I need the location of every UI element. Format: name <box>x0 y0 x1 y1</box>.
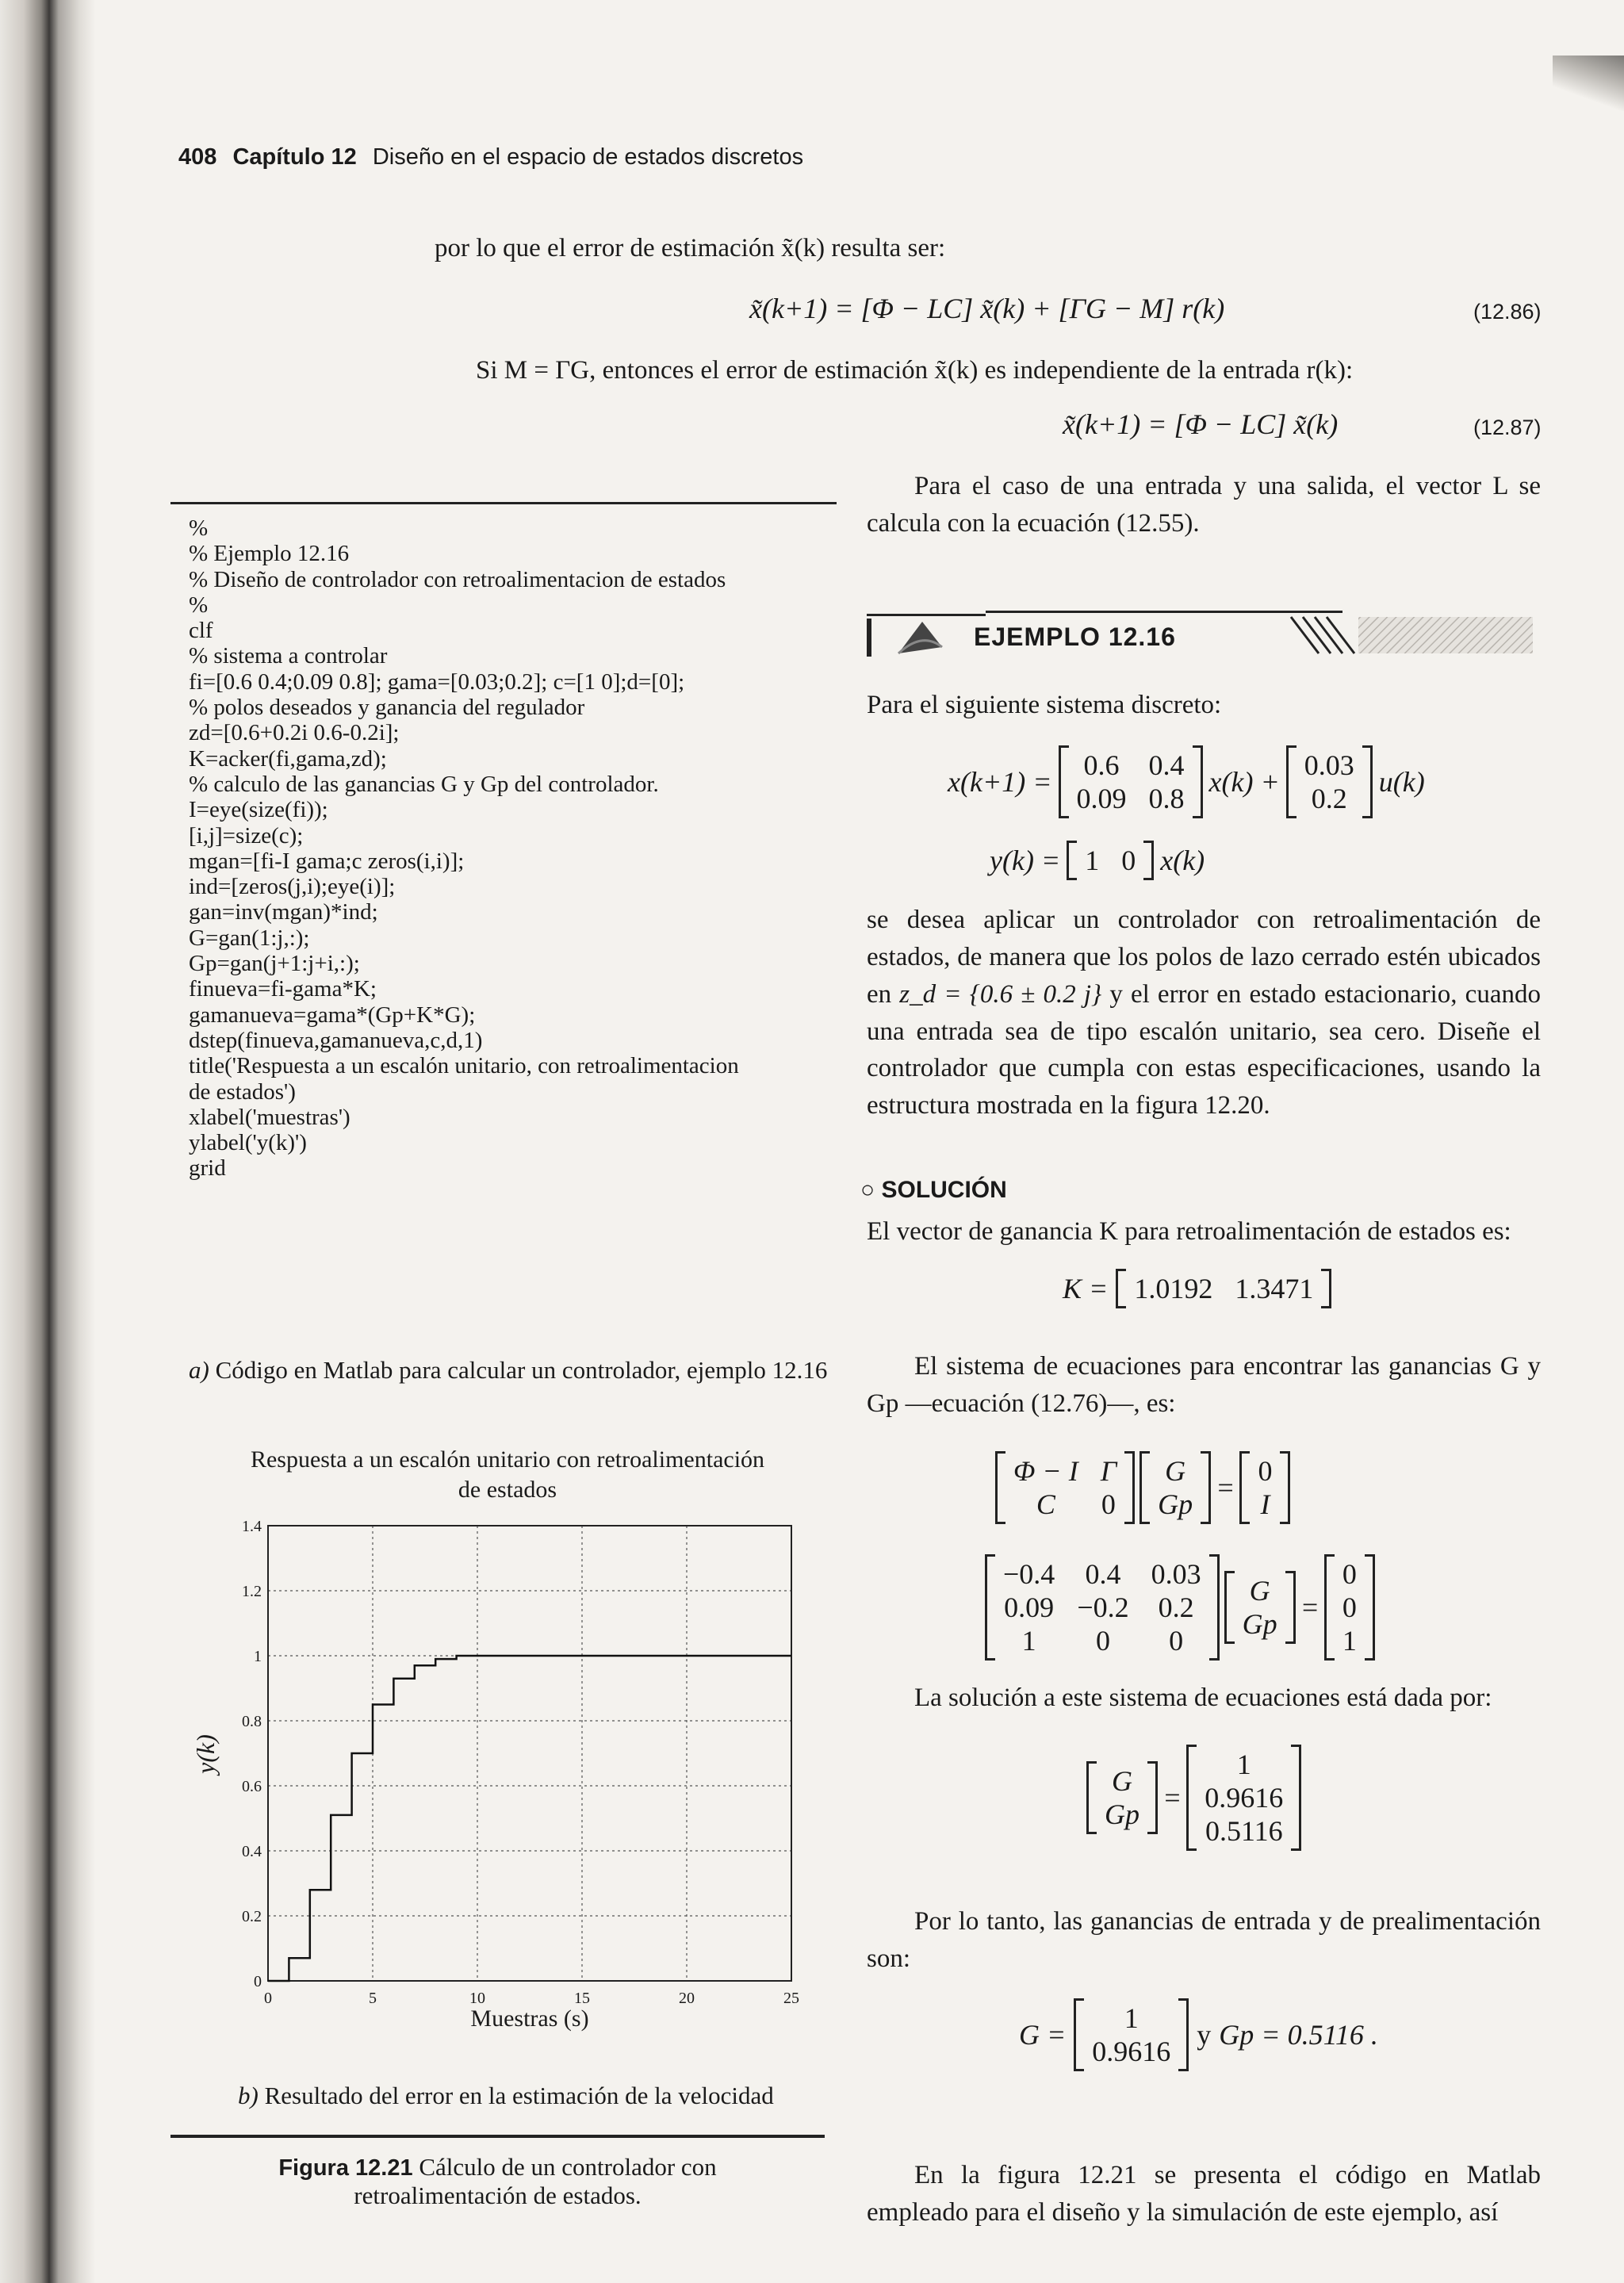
matrix-cell: 0.03 <box>1304 749 1354 781</box>
matrix-cell: 1 <box>1124 2002 1139 2034</box>
matrix-A <box>1059 745 1203 818</box>
code-line: fi=[0.6 0.4;0.09 0.8]; gama=[0.03;0.2]; c=[1 0];d=[0]; <box>189 668 685 695</box>
matrix-cell: 0 <box>1258 1455 1273 1487</box>
matrix-K <box>1116 1269 1331 1308</box>
example-title: EJEMPLO 12.16 <box>974 622 1176 651</box>
chapter-title: Diseño en el espacio de estados discretos <box>372 144 804 170</box>
equation-12-86: x̃(k+1) = [Φ − LC] x̃(k) + [ΓG − M] r(k) <box>749 293 1225 324</box>
numeric-matrix <box>985 1554 1220 1661</box>
code-line: % calculo de las ganancias G y Gp del controlador. <box>189 771 659 797</box>
matrix-cell: 0 <box>1095 1625 1110 1657</box>
step-response-chart <box>182 1443 817 2054</box>
code-line: dstep(finueva,gamanueva,c,d,1) <box>189 1027 483 1053</box>
state-equation: x(k+1) = 0.6 0.4 0.09 0.8 x(k) + 0.03 0.2 u(k) <box>948 745 1425 818</box>
y-axis-label: y(k) <box>191 1734 220 1774</box>
chart-title-line2: de estados <box>458 1477 557 1503</box>
matrix-G <box>1074 1998 1189 2071</box>
example-intro: Para el siguiente sistema discreto: <box>867 691 1222 719</box>
book-binding-edge <box>0 0 95 2283</box>
y-tick-label: 0.4 <box>242 1843 262 1860</box>
figure-label: Figura 12.21 <box>278 2155 413 2181</box>
running-header <box>178 144 803 170</box>
output-equation: y(k) = 1 0 x(k) <box>990 841 1205 880</box>
code-line: % Ejemplo 12.16 <box>189 541 350 567</box>
x-tick-label: 5 <box>369 1990 377 2007</box>
x-axis-label: Muestras (s) <box>470 2005 589 2032</box>
y-tick-label: 0 <box>254 1973 262 1990</box>
solution-vector <box>1086 1761 1158 1834</box>
code-line: gamanueva=gama*(Gp+K*G); <box>189 1002 476 1028</box>
chart-frame <box>268 1526 791 1981</box>
matrix-cell: Φ − I <box>1013 1455 1078 1487</box>
x-tick-label: 20 <box>679 1990 695 2007</box>
y-tick-labels <box>242 1518 262 1990</box>
matrix-cell: 1 <box>1021 1625 1036 1657</box>
example-banner <box>867 607 1533 658</box>
y-tick-label: 1.4 <box>242 1518 262 1535</box>
figure-top-rule <box>170 502 837 504</box>
code-line: clf <box>189 618 213 644</box>
matrix-cell: I <box>1260 1488 1270 1520</box>
closing-text: En la figura 12.21 se presenta el código en Matlab empleado para el diseño y la simulación de este ejemplo, así <box>867 2161 1541 2227</box>
matrix-cell: −0.4 <box>1003 1558 1055 1590</box>
intro-text: por lo que el error de estimación x̃(k) resulta ser: <box>435 234 946 262</box>
solution-values <box>1186 1745 1301 1851</box>
code-line: mgan=[fi-I gama;c zeros(i,i)]; <box>189 848 465 874</box>
symbolic-rhs <box>1239 1451 1290 1524</box>
matrix-cell: C <box>1036 1488 1055 1520</box>
code-line: K=acker(fi,gama,zd); <box>189 745 387 772</box>
K-equation: K = 1.0192 1.3471 <box>1063 1269 1331 1308</box>
matrix-cell: 0 <box>1101 1488 1116 1520</box>
matrix-cell: 0 <box>1169 1625 1184 1657</box>
system-text: El sistema de ecuaciones para encontrar las ganancias G y Gp —ecuación (12.76)—, es: <box>867 1352 1541 1418</box>
x-tick-label: 0 <box>264 1990 272 2007</box>
solution-text: La solución a este sistema de ecuaciones está dada por: <box>914 1684 1492 1712</box>
x-tick-label: 10 <box>469 1990 485 2007</box>
matrix-cell: 0 <box>1121 845 1136 876</box>
poles-expression: z_d = {0.6 ± 0.2 j} <box>899 979 1102 1009</box>
matrix-cell: 0.09 <box>1076 783 1127 814</box>
matrix-cell: 1.3471 <box>1235 1273 1314 1304</box>
equation-number-12-86: (12.86) <box>1473 300 1542 324</box>
code-line: % <box>189 592 209 618</box>
code-line: zd=[0.6+0.2i 0.6-0.2i]; <box>189 720 400 746</box>
code-line: [i,j]=size(c); <box>189 822 304 848</box>
equation-number-12-87: (12.87) <box>1473 416 1542 439</box>
chart-title-line1: Respuesta a un escalón unitario con retroalimentación <box>250 1446 765 1473</box>
code-line: % <box>189 515 209 541</box>
matrix-B <box>1286 745 1373 818</box>
problem-statement: se desea aplicar un controlador con retroalimentación de estados, de manera que los polos de lazo cerrado estén ubicados en z_d = {0.6 ± 0.2 j} y el error en estado estacionario, cuando una entrada sea de tipo escalón unitario, sea cero. Diseñe el controlador que cumpla con estas especificaciones, usando la estructura mostrada en la figura 12.20. <box>867 906 1541 1120</box>
code-line: ylabel('y(k)') <box>189 1130 307 1156</box>
si-text: Si M = ΓG, entonces el error de estimación x̃(k) es independiente de la entrada r(k): <box>476 356 1354 385</box>
y-tick-label: 1 <box>254 1648 262 1665</box>
matlab-code-listing <box>189 515 739 1182</box>
caption-b: b) Resultado del error en la estimación de la velocidad <box>238 2082 774 2109</box>
code-line: % Diseño de controlador con retroalimentacion de estados <box>189 566 726 592</box>
matrix-cell: G <box>1112 1765 1132 1797</box>
matrix-cell: 0.5116 <box>1205 1815 1283 1847</box>
code-line: ind=[zeros(j,i);eye(i)]; <box>189 874 396 900</box>
code-line: title('Respuesta a un escalón unitario, con retroalimentacion <box>189 1053 739 1079</box>
equation-12-87: x̃(k+1) = [Φ − LC] x̃(k) <box>1063 408 1339 440</box>
y-tick-label: 0.8 <box>242 1713 262 1730</box>
matrix-cell: 0.8 <box>1148 783 1185 814</box>
series-line-step-response <box>268 1656 791 1981</box>
page-number: 408 <box>178 144 217 170</box>
matrix-C <box>1067 841 1154 880</box>
G-equation: G = 1 0.9616 y Gp = 0.5116 . <box>1019 1998 1378 2071</box>
matrix-cell: 1.0192 <box>1134 1273 1213 1304</box>
code-line: I=eye(size(fi)); <box>189 797 328 823</box>
numeric-system: −0.4 0.4 0.03 0.09 −0.2 0.2 1 0 0 G Gp = 0 0 1 <box>985 1554 1375 1661</box>
x-tick-label: 25 <box>783 1990 799 2007</box>
code-line: de estados') <box>189 1078 296 1105</box>
matrix-cell: 0.03 <box>1151 1558 1201 1590</box>
x-tick-labels <box>264 1990 799 2007</box>
numeric-vector <box>1224 1571 1296 1644</box>
matrix-cell: 1 <box>1236 1749 1251 1780</box>
matrix-cell: 0 <box>1342 1558 1357 1590</box>
symbolic-system: Φ − I Γ C 0 G Gp = 0 I <box>995 1451 1290 1524</box>
solution-equation: G Gp = 1 0.9616 0.5116 <box>1086 1745 1301 1851</box>
solution-heading: ○ SOLUCIÓN <box>860 1177 1007 1203</box>
y-tick-label: 0.2 <box>242 1908 262 1925</box>
matrix-cell: 0.2 <box>1311 783 1347 814</box>
matrix-cell: Gp <box>1242 1608 1277 1640</box>
matrix-cell: 0.2 <box>1158 1592 1194 1623</box>
matrix-cell: 1 <box>1085 845 1100 876</box>
x-tick-label: 15 <box>574 1990 590 2007</box>
symbolic-vector <box>1139 1451 1211 1524</box>
matrix-cell: Γ <box>1100 1455 1117 1487</box>
matrix-cell: Gp <box>1158 1488 1193 1520</box>
symbolic-matrix <box>995 1451 1135 1524</box>
code-line: xlabel('muestras') <box>189 1104 350 1130</box>
matrix-cell: 0 <box>1342 1592 1357 1623</box>
y-tick-label: 1.2 <box>242 1583 262 1600</box>
matrix-cell: 0.4 <box>1085 1558 1121 1590</box>
chart-grid <box>268 1526 791 1981</box>
matrix-cell: 0.09 <box>1004 1592 1055 1623</box>
matrix-cell: 1 <box>1342 1625 1357 1657</box>
gain-text: El vector de ganancia K para retroalimentación de estados es: <box>867 1217 1511 1246</box>
y-tick-label: 0.6 <box>242 1778 262 1795</box>
matrix-cell: 0.9616 <box>1205 1782 1284 1814</box>
code-line: % polos deseados y ganancia del regulador <box>189 695 585 721</box>
code-line: gan=inv(mgan)*ind; <box>189 899 378 925</box>
matrix-cell: G <box>1249 1575 1270 1607</box>
figure-bottom-rule <box>170 2135 825 2138</box>
matrix-cell: 0.9616 <box>1092 2036 1171 2067</box>
matrix-cell: 0.6 <box>1083 749 1120 781</box>
matrix-cell: −0.2 <box>1077 1592 1129 1623</box>
figure-caption: Figura 12.21 Cálculo de un controlador con retroalimentación de estados. <box>278 2153 717 2209</box>
chapter-label: Capítulo 12 <box>232 144 357 170</box>
code-line: Gp=gan(j+1:j+i,:); <box>189 951 360 977</box>
code-line: grid <box>189 1155 226 1182</box>
matrix-cell: G <box>1165 1455 1186 1487</box>
page-corner-shadow <box>1553 56 1624 111</box>
numeric-rhs <box>1324 1554 1375 1661</box>
para-case-text: Para el caso de una entrada y una salida, el vector L se calcula con la ecuación (12.55). <box>867 472 1541 538</box>
matrix-cell: Gp <box>1105 1798 1139 1830</box>
caption-a: a) Código en Matlab para calcular un controlador, ejemplo 12.16 <box>189 1356 828 1384</box>
matrix-cell: 0.4 <box>1148 749 1185 781</box>
code-line: G=gan(1:j,:); <box>189 925 310 951</box>
code-line: finueva=fi-gama*K; <box>189 976 377 1002</box>
therefore-text: Por lo tanto, las ganancias de entrada y de prealimentación son: <box>867 1907 1541 1973</box>
code-line: % sistema a controlar <box>189 643 388 669</box>
